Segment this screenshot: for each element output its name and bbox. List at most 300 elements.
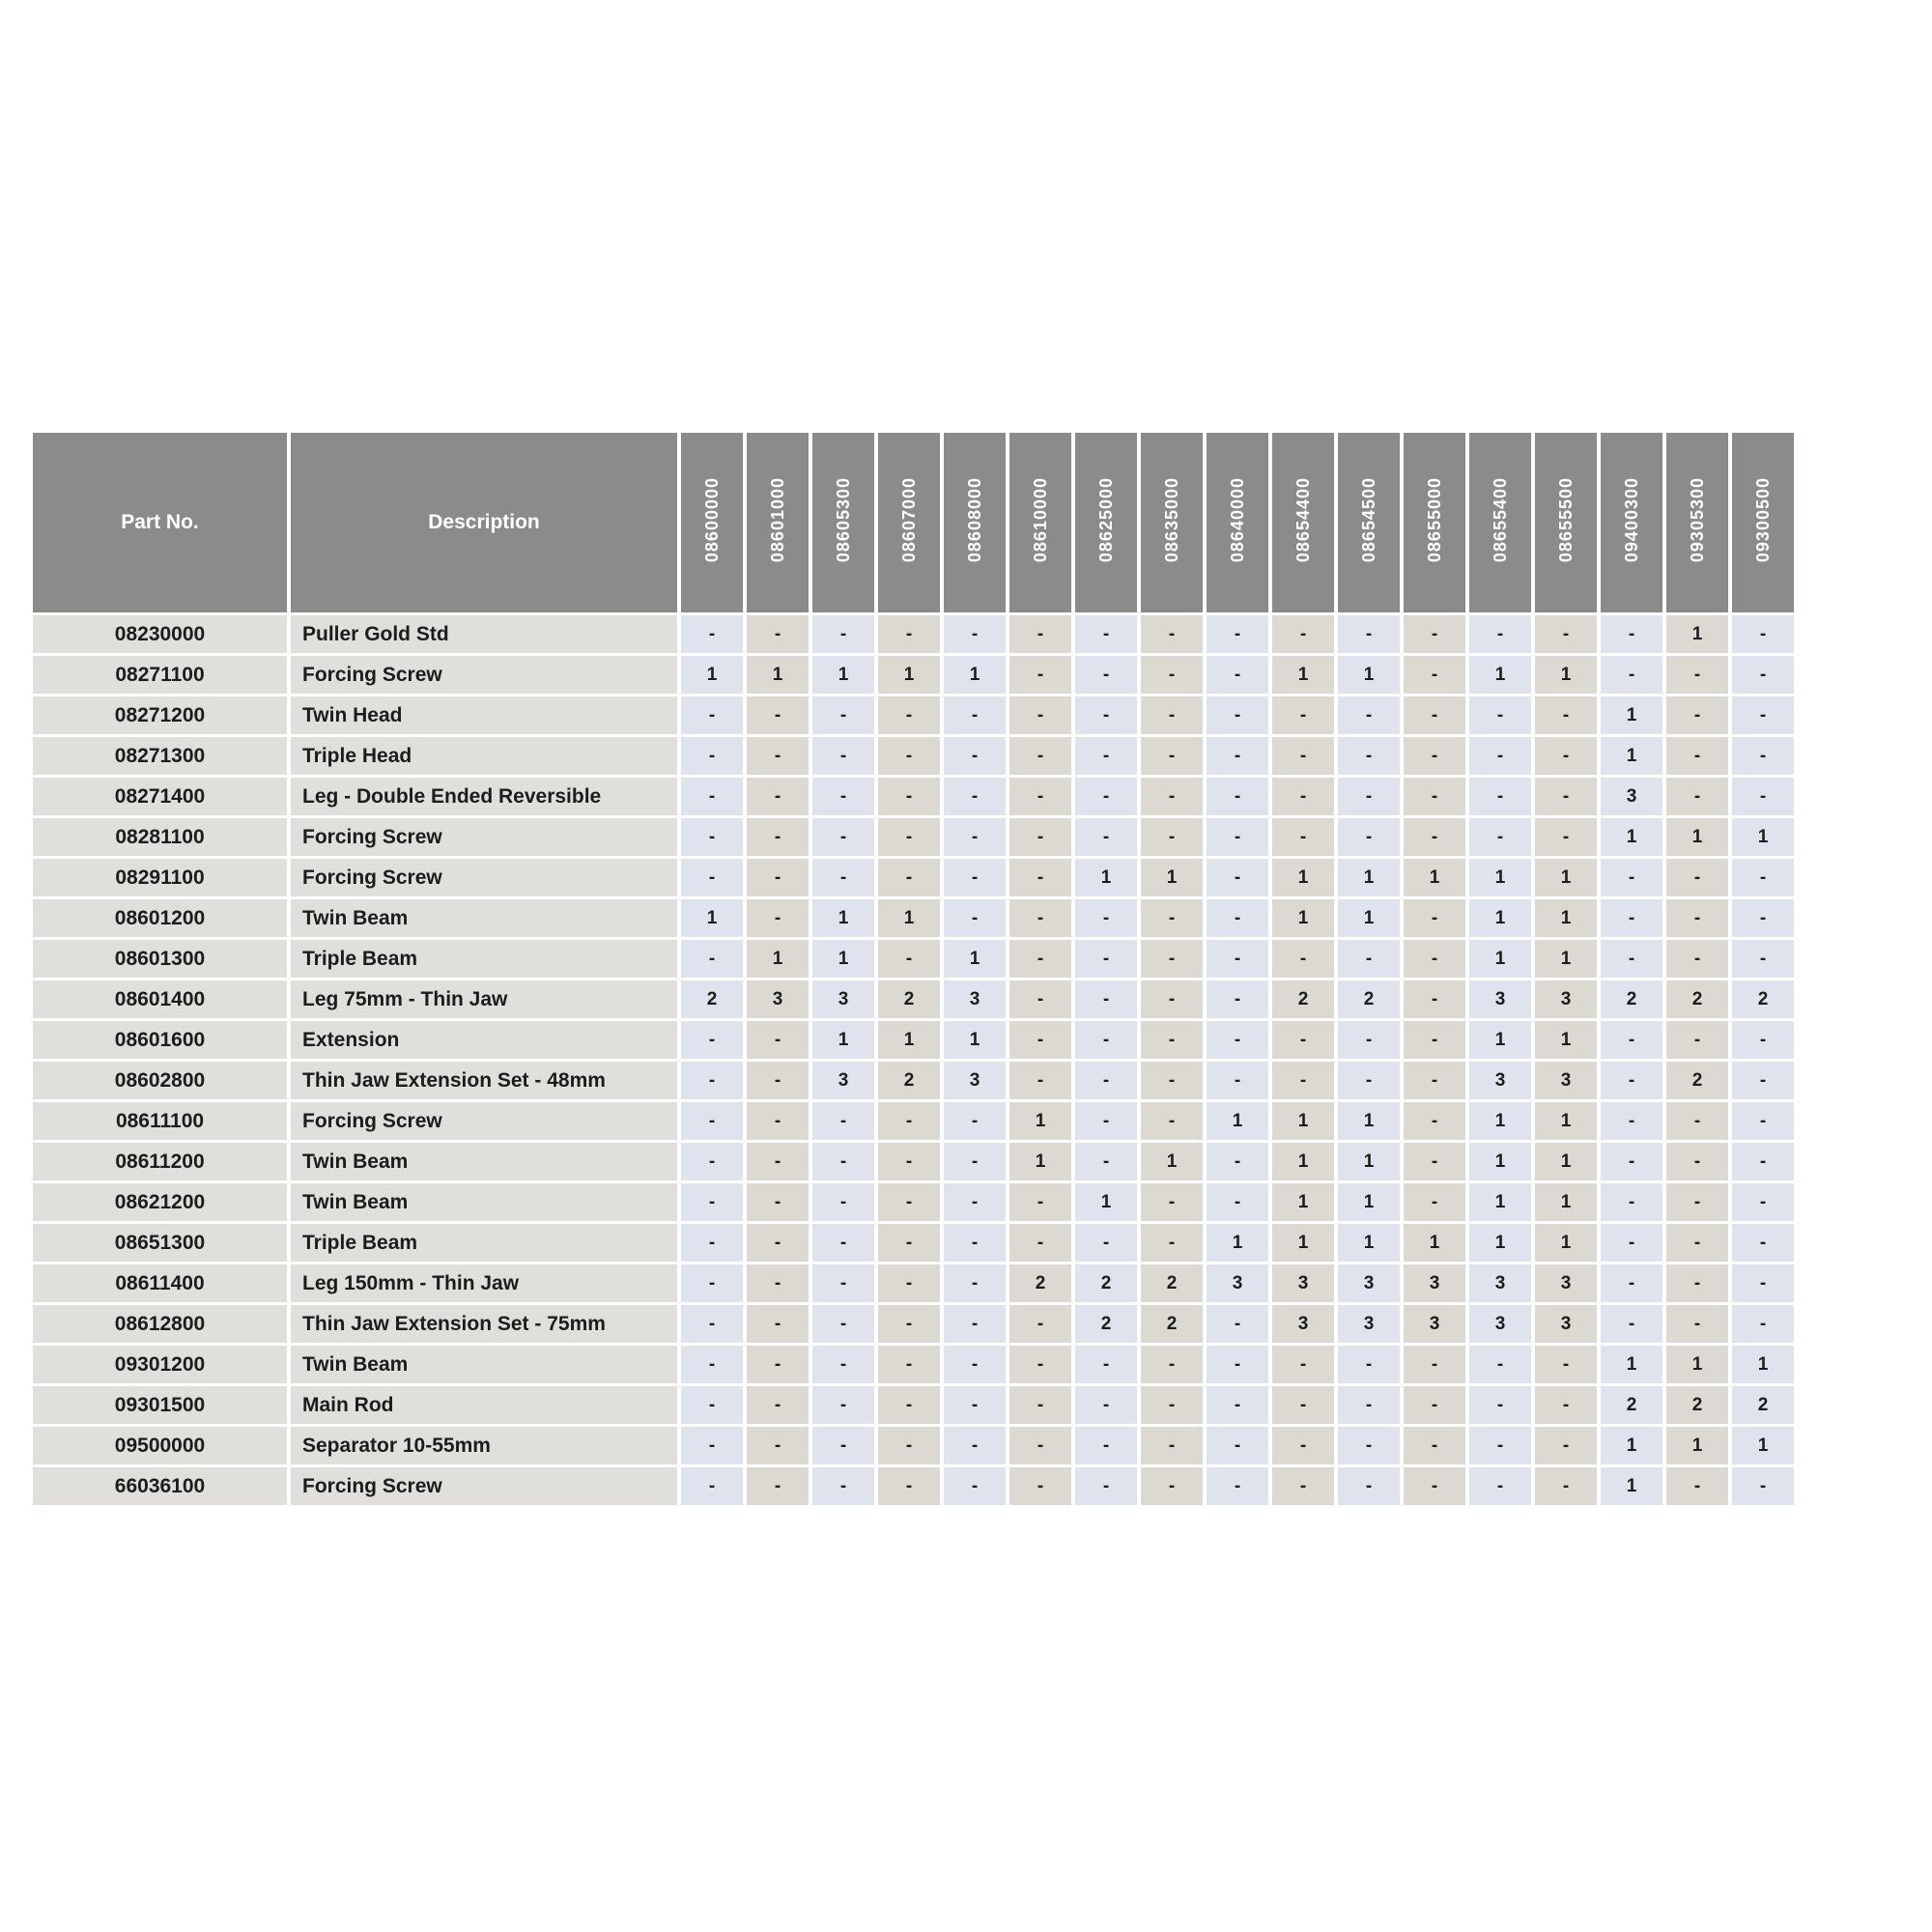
qty-cell: - xyxy=(1404,696,1465,734)
qty-cell: 3 xyxy=(1535,1062,1597,1099)
qty-cell: - xyxy=(878,1346,940,1383)
description-cell: Twin Beam xyxy=(291,1183,677,1221)
qty-cell: - xyxy=(1535,737,1597,775)
qty-cell: 1 xyxy=(1601,1346,1662,1383)
qty-cell: 1 xyxy=(1338,859,1400,896)
qty-cell: - xyxy=(1666,696,1728,734)
description-cell: Extension xyxy=(291,1021,677,1059)
part-no-cell: 08611400 xyxy=(33,1264,287,1302)
qty-cell: - xyxy=(878,1264,940,1302)
qty-cell: - xyxy=(681,859,743,896)
part-no-cell: 08611200 xyxy=(33,1143,287,1180)
qty-cell: - xyxy=(1009,1467,1071,1505)
qty-cell: - xyxy=(1535,778,1597,815)
qty-cell: - xyxy=(1075,818,1137,856)
qty-cell: 2 xyxy=(878,1062,940,1099)
table-row xyxy=(33,1305,1794,1343)
qty-cell: - xyxy=(812,615,874,653)
qty-cell: - xyxy=(1075,1224,1137,1262)
qty-cell: - xyxy=(1009,818,1071,856)
qty-cell: - xyxy=(1075,980,1137,1018)
qty-cell: - xyxy=(812,818,874,856)
qty-cell: - xyxy=(1141,1467,1203,1505)
part-no-cell: 08291100 xyxy=(33,859,287,896)
table-row xyxy=(33,1264,1794,1302)
qty-cell: - xyxy=(878,778,940,815)
qty-cell: - xyxy=(1141,696,1203,734)
qty-cell: - xyxy=(747,615,809,653)
qty-cell: - xyxy=(747,1102,809,1140)
qty-cell: 3 xyxy=(944,1062,1006,1099)
qty-cell: - xyxy=(1272,696,1334,734)
qty-cell: 2 xyxy=(1272,980,1334,1018)
qty-cell: - xyxy=(944,1183,1006,1221)
qty-cell: - xyxy=(1732,1467,1794,1505)
column-header-label: 08655000 xyxy=(1425,477,1444,563)
qty-cell: 1 xyxy=(944,656,1006,694)
qty-cell: - xyxy=(1666,1264,1728,1302)
qty-cell: - xyxy=(1732,899,1794,937)
qty-cell: - xyxy=(1535,615,1597,653)
qty-cell: - xyxy=(1141,778,1203,815)
qty-cell: 1 xyxy=(1469,899,1531,937)
product-column-header xyxy=(1075,433,1137,612)
qty-cell: 1 xyxy=(1666,818,1728,856)
qty-cell: - xyxy=(1404,1062,1465,1099)
qty-cell: 3 xyxy=(1535,1305,1597,1343)
qty-cell: - xyxy=(1272,1467,1334,1505)
qty-cell: - xyxy=(681,1386,743,1424)
qty-cell: - xyxy=(681,1305,743,1343)
qty-cell: - xyxy=(1732,940,1794,978)
qty-cell: - xyxy=(681,940,743,978)
qty-cell: - xyxy=(1404,778,1465,815)
qty-cell: - xyxy=(1141,940,1203,978)
qty-cell: - xyxy=(1404,818,1465,856)
table-row xyxy=(33,1143,1794,1180)
qty-cell: - xyxy=(1469,696,1531,734)
description-cell: Thin Jaw Extension Set - 48mm xyxy=(291,1062,677,1099)
qty-cell: 1 xyxy=(1535,656,1597,694)
product-column-header xyxy=(944,433,1006,612)
qty-cell: - xyxy=(1601,899,1662,937)
qty-cell: 1 xyxy=(1207,1224,1268,1262)
qty-cell: 1 xyxy=(1404,1224,1465,1262)
qty-cell: - xyxy=(1207,980,1268,1018)
column-header-label: 08655500 xyxy=(1556,477,1576,563)
qty-cell: - xyxy=(878,1102,940,1140)
qty-cell: - xyxy=(1732,615,1794,653)
qty-cell: 1 xyxy=(1075,1183,1137,1221)
qty-cell: - xyxy=(878,1386,940,1424)
qty-cell: 3 xyxy=(1601,778,1662,815)
part-no-cell: 08601200 xyxy=(33,899,287,937)
qty-cell: - xyxy=(944,1102,1006,1140)
qty-cell: - xyxy=(878,696,940,734)
qty-cell: - xyxy=(1075,1021,1137,1059)
qty-cell: - xyxy=(1272,1346,1334,1383)
qty-cell: - xyxy=(1601,1224,1662,1262)
part-no-column-header: Part No. xyxy=(33,433,287,612)
qty-cell: - xyxy=(1207,696,1268,734)
qty-cell: - xyxy=(1732,656,1794,694)
qty-cell: 2 xyxy=(681,980,743,1018)
qty-cell: 3 xyxy=(812,1062,874,1099)
qty-cell: - xyxy=(1732,1102,1794,1140)
qty-cell: 1 xyxy=(1732,1346,1794,1383)
qty-cell: 1 xyxy=(1009,1143,1071,1180)
qty-cell: - xyxy=(944,1305,1006,1343)
qty-cell: - xyxy=(1272,737,1334,775)
product-column-header xyxy=(1141,433,1203,612)
qty-cell: 1 xyxy=(1338,656,1400,694)
qty-cell: - xyxy=(1338,696,1400,734)
qty-cell: - xyxy=(1601,1183,1662,1221)
product-column-header xyxy=(681,433,743,612)
qty-cell: - xyxy=(1535,696,1597,734)
qty-cell: - xyxy=(1404,1183,1465,1221)
qty-cell: - xyxy=(1601,615,1662,653)
qty-cell: 1 xyxy=(1535,1102,1597,1140)
qty-cell: - xyxy=(1601,1062,1662,1099)
qty-cell: - xyxy=(681,1102,743,1140)
qty-cell: 1 xyxy=(1732,818,1794,856)
column-header-label: 08605300 xyxy=(834,477,853,563)
qty-cell: - xyxy=(1141,818,1203,856)
qty-cell: 1 xyxy=(1338,899,1400,937)
qty-cell: 1 xyxy=(878,656,940,694)
qty-cell: 1 xyxy=(1535,859,1597,896)
qty-cell: - xyxy=(1207,737,1268,775)
part-no-cell: 08651300 xyxy=(33,1224,287,1262)
qty-cell: - xyxy=(1075,1427,1137,1464)
qty-cell: - xyxy=(747,899,809,937)
qty-cell: - xyxy=(1338,1386,1400,1424)
qty-cell: - xyxy=(878,1143,940,1180)
qty-cell: 2 xyxy=(1666,1386,1728,1424)
qty-cell: 2 xyxy=(1601,980,1662,1018)
description-column-header: Description xyxy=(291,433,677,612)
qty-cell: - xyxy=(944,1386,1006,1424)
qty-cell: - xyxy=(1141,1224,1203,1262)
qty-cell: - xyxy=(1732,1264,1794,1302)
parts-compatibility-table xyxy=(29,430,1798,1508)
qty-cell: 2 xyxy=(1732,1386,1794,1424)
qty-cell: - xyxy=(1009,899,1071,937)
column-header-label: 09305300 xyxy=(1688,477,1707,563)
qty-cell: - xyxy=(812,1264,874,1302)
qty-cell: - xyxy=(1338,940,1400,978)
qty-cell: - xyxy=(1666,1467,1728,1505)
qty-cell: - xyxy=(747,859,809,896)
qty-cell: - xyxy=(1666,778,1728,815)
qty-cell: - xyxy=(812,1183,874,1221)
qty-cell: 3 xyxy=(1404,1305,1465,1343)
qty-cell: - xyxy=(1141,1346,1203,1383)
qty-cell: - xyxy=(1141,656,1203,694)
qty-cell: - xyxy=(747,1305,809,1343)
qty-cell: - xyxy=(1338,778,1400,815)
qty-cell: - xyxy=(1207,1143,1268,1180)
part-no-cell: 08281100 xyxy=(33,818,287,856)
qty-cell: - xyxy=(1009,859,1071,896)
table-row xyxy=(33,818,1794,856)
qty-cell: - xyxy=(681,737,743,775)
qty-cell: - xyxy=(1666,1102,1728,1140)
qty-cell: - xyxy=(681,1183,743,1221)
description-cell: Triple Beam xyxy=(291,940,677,978)
qty-cell: - xyxy=(1469,737,1531,775)
qty-cell: - xyxy=(1009,1305,1071,1343)
qty-cell: 1 xyxy=(1601,818,1662,856)
product-column-header xyxy=(1338,433,1400,612)
qty-cell: - xyxy=(1469,778,1531,815)
qty-cell: - xyxy=(1404,1346,1465,1383)
qty-cell: - xyxy=(1009,696,1071,734)
qty-cell: - xyxy=(1141,1102,1203,1140)
qty-cell: 1 xyxy=(681,899,743,937)
qty-cell: - xyxy=(1141,1021,1203,1059)
qty-cell: - xyxy=(1009,1021,1071,1059)
qty-cell: - xyxy=(1404,1021,1465,1059)
qty-cell: - xyxy=(1732,737,1794,775)
qty-cell: - xyxy=(1338,1346,1400,1383)
qty-cell: 1 xyxy=(1469,656,1531,694)
qty-cell: - xyxy=(1207,1386,1268,1424)
qty-cell: - xyxy=(1732,696,1794,734)
column-header-label: 08655400 xyxy=(1491,477,1510,563)
table-row xyxy=(33,778,1794,815)
description-cell: Separator 10-55mm xyxy=(291,1427,677,1464)
qty-cell: - xyxy=(747,778,809,815)
qty-cell: 1 xyxy=(1338,1183,1400,1221)
qty-cell: 1 xyxy=(1535,1224,1597,1262)
qty-cell: - xyxy=(747,1224,809,1262)
qty-cell: - xyxy=(1009,1386,1071,1424)
table-row xyxy=(33,615,1794,653)
qty-cell: - xyxy=(1601,940,1662,978)
qty-cell: 3 xyxy=(747,980,809,1018)
qty-cell: - xyxy=(747,1143,809,1180)
qty-cell: 3 xyxy=(1338,1305,1400,1343)
column-header-label: 09400300 xyxy=(1622,477,1641,563)
qty-cell: - xyxy=(1141,1183,1203,1221)
qty-cell: - xyxy=(944,1143,1006,1180)
qty-cell: - xyxy=(944,615,1006,653)
table-header xyxy=(33,433,1794,612)
description-cell: Leg 150mm - Thin Jaw xyxy=(291,1264,677,1302)
qty-cell: - xyxy=(944,899,1006,937)
qty-cell: - xyxy=(944,737,1006,775)
qty-cell: - xyxy=(812,859,874,896)
qty-cell: - xyxy=(878,818,940,856)
part-no-cell: 08601300 xyxy=(33,940,287,978)
qty-cell: 1 xyxy=(747,940,809,978)
qty-cell: - xyxy=(1207,940,1268,978)
qty-cell: - xyxy=(1272,1427,1334,1464)
qty-cell: 1 xyxy=(1338,1102,1400,1140)
qty-cell: 2 xyxy=(1141,1264,1203,1302)
qty-cell: - xyxy=(944,818,1006,856)
qty-cell: - xyxy=(812,1386,874,1424)
qty-cell: - xyxy=(1207,1427,1268,1464)
qty-cell: - xyxy=(1732,1021,1794,1059)
qty-cell: - xyxy=(681,1062,743,1099)
description-cell: Twin Beam xyxy=(291,1346,677,1383)
part-no-cell: 08271100 xyxy=(33,656,287,694)
qty-cell: 3 xyxy=(812,980,874,1018)
part-no-cell: 08601600 xyxy=(33,1021,287,1059)
qty-cell: - xyxy=(1535,1467,1597,1505)
qty-cell: 2 xyxy=(1075,1264,1137,1302)
table-row xyxy=(33,1183,1794,1221)
qty-cell: - xyxy=(1207,656,1268,694)
qty-cell: 1 xyxy=(1338,1224,1400,1262)
qty-cell: - xyxy=(1535,1427,1597,1464)
table-row xyxy=(33,1467,1794,1505)
qty-cell: 1 xyxy=(1601,737,1662,775)
qty-cell: 1 xyxy=(812,940,874,978)
qty-cell: 1 xyxy=(1666,1427,1728,1464)
description-cell: Forcing Screw xyxy=(291,656,677,694)
qty-cell: - xyxy=(1075,940,1137,978)
qty-cell: - xyxy=(1666,1021,1728,1059)
table-row xyxy=(33,940,1794,978)
column-header-label: 08635000 xyxy=(1162,477,1181,563)
qty-cell: - xyxy=(1207,1305,1268,1343)
part-no-cell: 08621200 xyxy=(33,1183,287,1221)
table-row xyxy=(33,899,1794,937)
qty-cell: 1 xyxy=(1272,1102,1334,1140)
description-cell: Forcing Screw xyxy=(291,818,677,856)
qty-cell: - xyxy=(681,1427,743,1464)
qty-cell: - xyxy=(1272,1386,1334,1424)
qty-cell: - xyxy=(1141,737,1203,775)
qty-cell: 3 xyxy=(1469,1062,1531,1099)
product-column-header xyxy=(1535,433,1597,612)
qty-cell: 1 xyxy=(878,1021,940,1059)
qty-cell: - xyxy=(1469,1467,1531,1505)
product-column-header xyxy=(878,433,940,612)
description-cell: Twin Beam xyxy=(291,899,677,937)
qty-cell: - xyxy=(1535,818,1597,856)
table-row xyxy=(33,1102,1794,1140)
qty-cell: - xyxy=(1009,1062,1071,1099)
qty-cell: 1 xyxy=(1601,696,1662,734)
qty-cell: 1 xyxy=(944,940,1006,978)
qty-cell: - xyxy=(1732,1143,1794,1180)
qty-cell: - xyxy=(681,1264,743,1302)
part-no-cell: 08612800 xyxy=(33,1305,287,1343)
qty-cell: - xyxy=(1207,615,1268,653)
qty-cell: - xyxy=(747,1346,809,1383)
qty-cell: 1 xyxy=(1666,615,1728,653)
qty-cell: - xyxy=(681,1143,743,1180)
qty-cell: 2 xyxy=(1009,1264,1071,1302)
qty-cell: - xyxy=(1207,859,1268,896)
qty-cell: 1 xyxy=(1469,940,1531,978)
table-row xyxy=(33,1346,1794,1383)
qty-cell: 3 xyxy=(1404,1264,1465,1302)
qty-cell: 1 xyxy=(1404,859,1465,896)
product-column-header xyxy=(812,433,874,612)
qty-cell: 2 xyxy=(1075,1305,1137,1343)
qty-cell: - xyxy=(944,1224,1006,1262)
column-header-label: 08654500 xyxy=(1359,477,1378,563)
qty-cell: - xyxy=(878,1467,940,1505)
description-cell: Forcing Screw xyxy=(291,859,677,896)
qty-cell: - xyxy=(1338,737,1400,775)
qty-cell: - xyxy=(681,1467,743,1505)
qty-cell: 1 xyxy=(944,1021,1006,1059)
qty-cell: - xyxy=(1601,1305,1662,1343)
qty-cell: 3 xyxy=(1535,1264,1597,1302)
qty-cell: - xyxy=(681,696,743,734)
qty-cell: - xyxy=(1075,778,1137,815)
qty-cell: - xyxy=(1207,1062,1268,1099)
column-header-label: 08607000 xyxy=(899,477,919,563)
qty-cell: - xyxy=(1732,1224,1794,1262)
table-row xyxy=(33,859,1794,896)
qty-cell: - xyxy=(1009,737,1071,775)
description-cell: Leg 75mm - Thin Jaw xyxy=(291,980,677,1018)
table-row xyxy=(33,1021,1794,1059)
description-cell: Thin Jaw Extension Set - 75mm xyxy=(291,1305,677,1343)
qty-cell: - xyxy=(878,1183,940,1221)
part-no-cell: 08611100 xyxy=(33,1102,287,1140)
qty-cell: - xyxy=(812,1467,874,1505)
column-header-label: 08610000 xyxy=(1031,477,1050,563)
product-column-header xyxy=(747,433,809,612)
qty-cell: 1 xyxy=(1469,1021,1531,1059)
qty-cell: - xyxy=(1404,1386,1465,1424)
qty-cell: 1 xyxy=(1469,1224,1531,1262)
qty-cell: - xyxy=(1075,1346,1137,1383)
qty-cell: - xyxy=(1075,656,1137,694)
qty-cell: - xyxy=(1535,1386,1597,1424)
table-body xyxy=(33,615,1794,1505)
qty-cell: - xyxy=(1207,1467,1268,1505)
qty-cell: 1 xyxy=(1272,1143,1334,1180)
qty-cell: - xyxy=(1666,1224,1728,1262)
qty-cell: - xyxy=(1732,778,1794,815)
product-column-header xyxy=(1272,433,1334,612)
qty-cell: - xyxy=(812,737,874,775)
qty-cell: - xyxy=(1141,1386,1203,1424)
qty-cell: - xyxy=(747,737,809,775)
table-row xyxy=(33,980,1794,1018)
qty-cell: - xyxy=(1535,1346,1597,1383)
qty-cell: 2 xyxy=(1666,1062,1728,1099)
qty-cell: 1 xyxy=(1141,859,1203,896)
qty-cell: 3 xyxy=(1338,1264,1400,1302)
qty-cell: - xyxy=(1075,1062,1137,1099)
qty-cell: - xyxy=(1666,940,1728,978)
qty-cell: - xyxy=(1207,778,1268,815)
qty-cell: 1 xyxy=(1535,1143,1597,1180)
qty-cell: - xyxy=(747,818,809,856)
qty-cell: - xyxy=(1469,1346,1531,1383)
qty-cell: - xyxy=(878,940,940,978)
qty-cell: 1 xyxy=(812,656,874,694)
qty-cell: - xyxy=(1272,940,1334,978)
qty-cell: - xyxy=(1075,1386,1137,1424)
qty-cell: - xyxy=(1338,1427,1400,1464)
part-no-cell: 08271200 xyxy=(33,696,287,734)
column-header-label: 08601000 xyxy=(768,477,787,563)
table-row xyxy=(33,696,1794,734)
qty-cell: - xyxy=(1075,1143,1137,1180)
